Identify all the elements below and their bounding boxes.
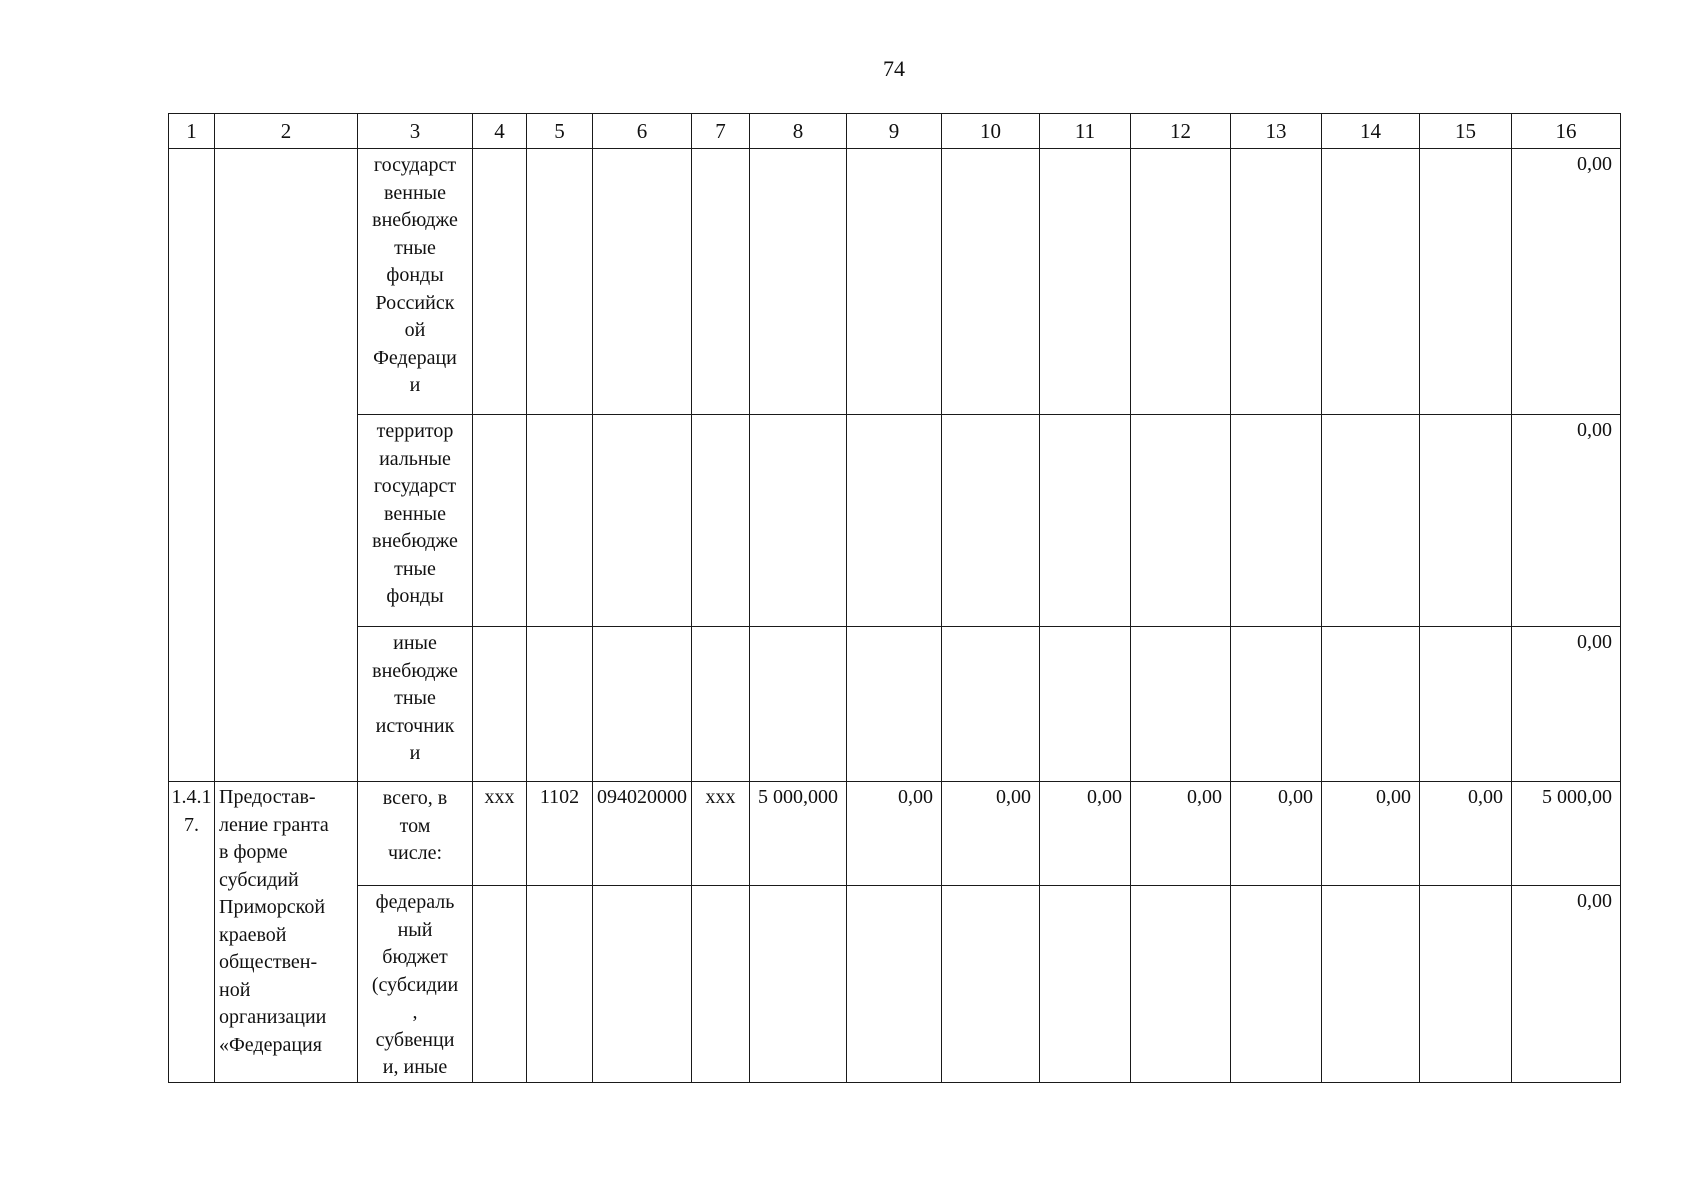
column-number-row (169, 114, 1621, 149)
column-number: 14 (1322, 114, 1420, 149)
column-number: 9 (847, 114, 942, 149)
page-number: 74 (883, 56, 905, 81)
funding-source-cell: федераль ный бюджет (субсидии , субвенци и, иные (358, 886, 473, 1083)
column-number: 5 (527, 114, 593, 149)
column-number: 7 (692, 114, 750, 149)
total-value: 0,00 (1512, 886, 1621, 1083)
total-value: 0,00 (1512, 415, 1621, 627)
column-number: 13 (1231, 114, 1322, 149)
value-cell: 0,00 (1420, 782, 1512, 886)
column-number: 8 (750, 114, 847, 149)
value-cell: 0,00 (1131, 782, 1231, 886)
column-number: 3 (358, 114, 473, 149)
table-row (169, 782, 1621, 886)
table-row (169, 149, 1621, 415)
empty-cell (215, 149, 358, 782)
funding-source-cell: всего, в том числе: (358, 782, 473, 886)
funding-source-cell: территор иальные государст венные внебюдже тные фонды (358, 415, 473, 627)
column-number: 10 (942, 114, 1040, 149)
value-cell: 0,00 (1322, 782, 1420, 886)
value-cell: 0,00 (1231, 782, 1322, 886)
column-number: 11 (1040, 114, 1131, 149)
expense-type-code: ххх (692, 782, 750, 886)
column-number: 4 (473, 114, 527, 149)
empty-cell (169, 149, 215, 782)
total-value: 5 000,00 (1512, 782, 1621, 886)
column-number: 1 (169, 114, 215, 149)
funding-source-cell: государст венные внебюдже тные фонды Российск ой Федераци и (358, 149, 473, 415)
column-number: 6 (593, 114, 692, 149)
column-number: 2 (215, 114, 358, 149)
column-number: 12 (1131, 114, 1231, 149)
value-cell: 0,00 (1040, 782, 1131, 886)
item-number: 1.4.17. (169, 782, 215, 1083)
value-cell: 5 000,000 (750, 782, 847, 886)
table-row (169, 627, 1621, 782)
table-row (169, 415, 1621, 627)
total-value: 0,00 (1512, 627, 1621, 782)
funding-source-cell: иные внебюдже тные источник и (358, 627, 473, 782)
item-name-cell: Предостав- ление гранта в форме субсидий Приморской краевой обществен- ной организации «Федерация (215, 782, 358, 1083)
total-value: 0,00 (1512, 149, 1621, 415)
admin-code: ххх (473, 782, 527, 886)
budget-table (168, 113, 1621, 1083)
value-cell: 0,00 (942, 782, 1040, 886)
column-number: 16 (1512, 114, 1621, 149)
column-number: 15 (1420, 114, 1512, 149)
table-row (169, 886, 1621, 1083)
value-cell: 0,00 (847, 782, 942, 886)
target-article-code: 094020000 (593, 782, 692, 886)
section-code: 1102 (527, 782, 593, 886)
